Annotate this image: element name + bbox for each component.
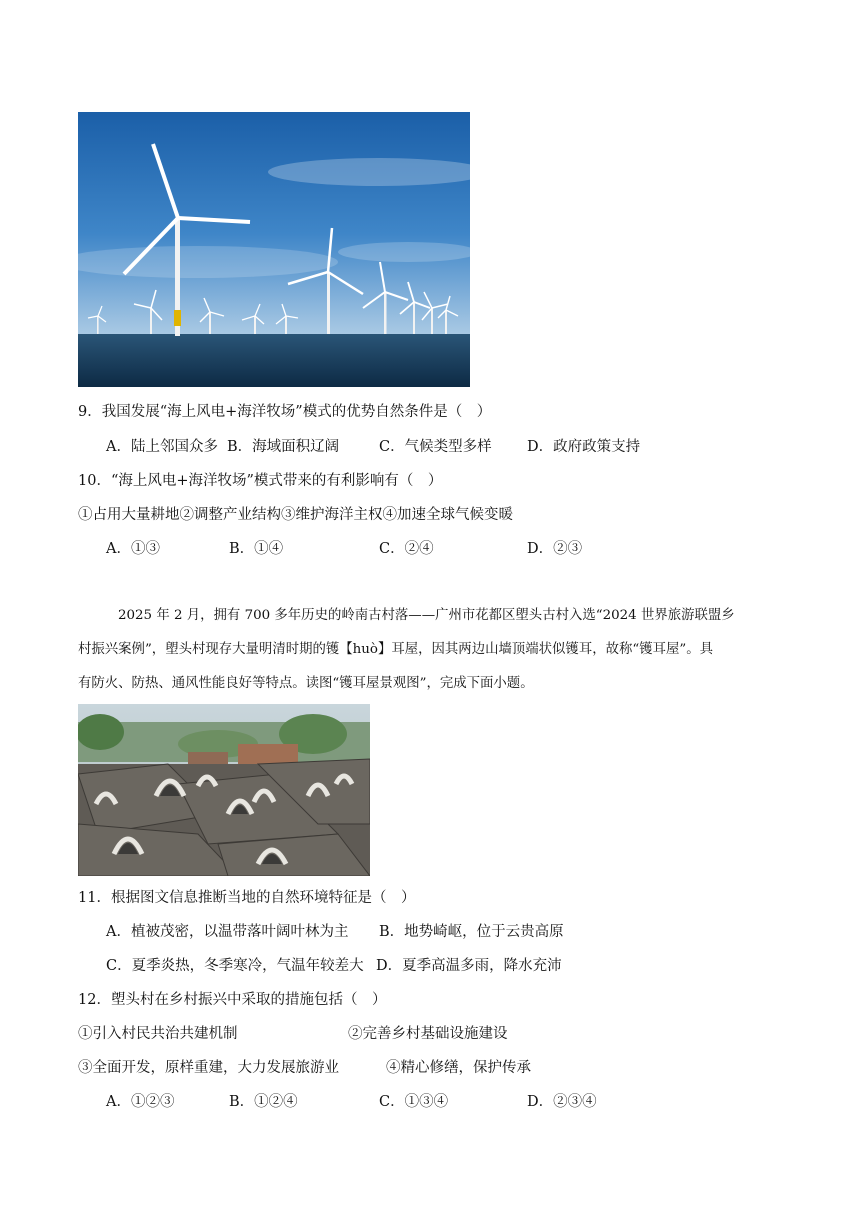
question-11-stem: 11．根据图文信息推断当地的自然环境特征是（ ） — [78, 890, 416, 906]
q11-option-d: D．夏季高温多雨，降水充沛 — [376, 958, 562, 974]
q12-option-a: A．①②③ — [106, 1094, 175, 1110]
passage-line-3: 有防火、防热、通风性能良好等特点。读图“镬耳屋景观图”，完成下面小题。 — [78, 676, 534, 691]
q10-option-c: C．②④ — [379, 541, 434, 557]
passage-line-1: 2025 年 2 月，拥有 700 多年历史的岭南古村落——广州市花都区塱头古村入选“2024 世界旅游联盟乡 — [118, 608, 735, 623]
q12-statement-3: ③全面开发，原样重建，大力发展旅游业 — [78, 1060, 339, 1076]
q9-option-b: B．海域面积辽阔 — [227, 439, 340, 455]
q12-statement-4: ④精心修缮，保护传承 — [386, 1060, 531, 1076]
wind-farm-photo — [78, 112, 470, 387]
question-10-stem: 10．“海上风电+海洋牧场”模式带来的有利影响有（ ） — [78, 473, 443, 489]
question-9-stem: 9．我国发展“海上风电+海洋牧场”模式的优势自然条件是（ ） — [78, 404, 492, 420]
q10-option-a: A．①③ — [106, 541, 160, 557]
q12-option-c: C．①③④ — [379, 1094, 449, 1110]
q9-option-d: D．政府政策支持 — [527, 439, 641, 455]
village-roofs-photo — [78, 704, 370, 876]
q10-option-b: B．①④ — [229, 541, 284, 557]
question-10-statements: ①占用大量耕地②调整产业结构③维护海洋主权④加速全球气候变暖 — [78, 507, 513, 523]
q11-option-b: B．地势崎岖，位于云贵高原 — [379, 924, 564, 940]
question-12-stem: 12．塱头村在乡村振兴中采取的措施包括（ ） — [78, 992, 387, 1008]
q12-option-b: B．①②④ — [229, 1094, 298, 1110]
passage-line-2: 村振兴案例”，塱头村现存大量明清时期的镬【huò】耳屋，因其两边山墙顶端状似镬耳，故称“镬耳屋”。具 — [78, 642, 714, 657]
q12-statement-2: ②完善乡村基础设施建设 — [348, 1026, 508, 1042]
q9-option-c: C．气候类型多样 — [379, 439, 492, 455]
q11-option-c: C．夏季炎热，冬季寒冷，气温年较差大 — [106, 958, 364, 974]
q10-option-d: D．②③ — [527, 541, 583, 557]
q12-statement-1: ①引入村民共治共建机制 — [78, 1026, 238, 1042]
q9-option-a: A．陆上邻国众多 — [106, 439, 218, 455]
q11-option-a: A．植被茂密，以温带落叶阔叶林为主 — [106, 924, 349, 940]
q12-option-d: D．②③④ — [527, 1094, 597, 1110]
